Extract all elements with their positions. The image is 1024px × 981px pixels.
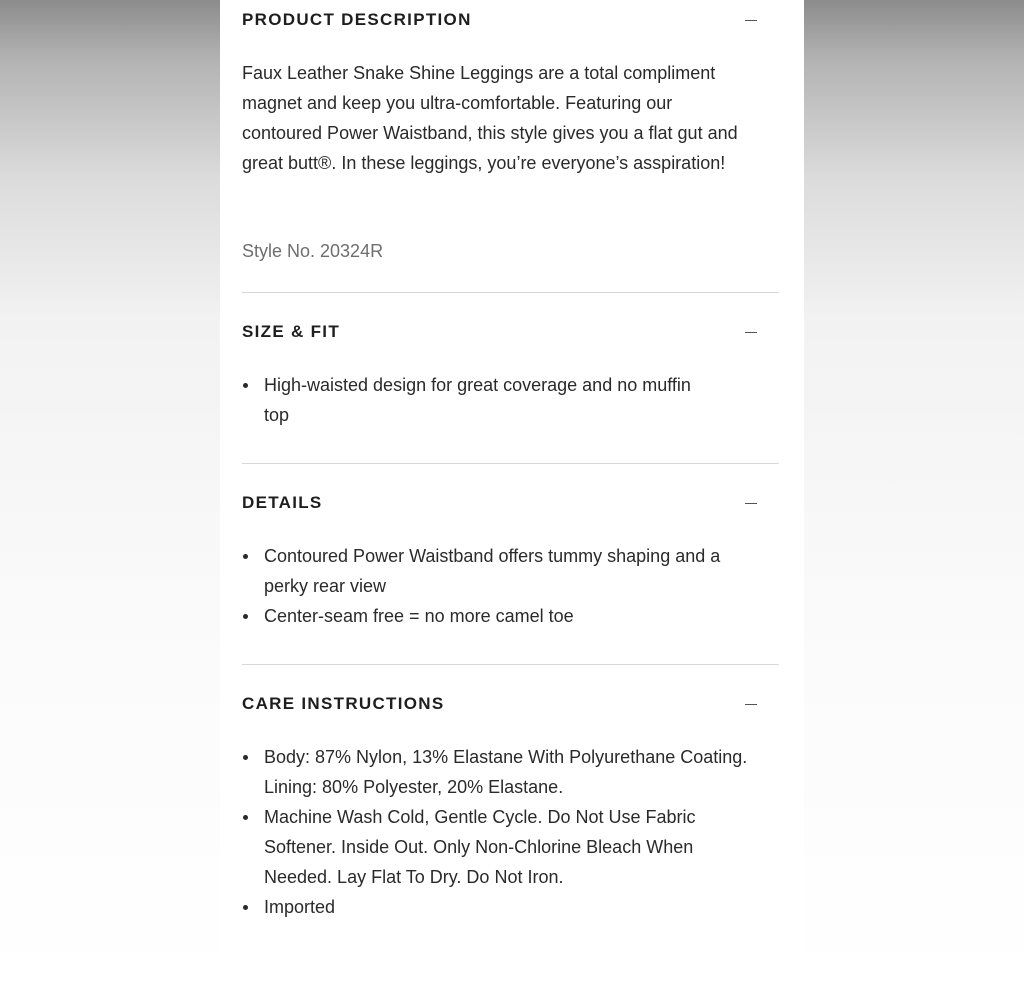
- accordion-size-fit: [242, 321, 779, 425]
- list-item: Contoured Power Waistband offers tummy shaping and a perky rear view: [242, 541, 742, 601]
- accordion-header-size-fit[interactable]: [242, 321, 779, 343]
- accordion-header-product-description[interactable]: [242, 9, 779, 31]
- section-title: CARE INSTRUCTIONS: [242, 694, 445, 713]
- accordion-header-care-instructions[interactable]: [242, 693, 779, 715]
- accordion-details: [242, 492, 779, 626]
- product-info-panel: [220, 0, 804, 981]
- divider: [242, 463, 779, 464]
- care-list: [242, 742, 762, 922]
- size-fit-list: [242, 370, 712, 430]
- details-list: [242, 541, 742, 631]
- style-number: Style No. 20324R: [242, 241, 384, 261]
- list-item: Machine Wash Cold, Gentle Cycle. Do Not Use Fabric Softener. Inside Out. Only Non-Chlorine Bleach When Needed. Lay Flat To Dry. Do Not Iron.: [242, 802, 762, 892]
- section-title: SIZE & FIT: [242, 322, 340, 341]
- list-item: High-waisted design for great coverage and no muffin top: [242, 370, 712, 430]
- divider: [242, 664, 779, 665]
- list-item: Center-seam free = no more camel toe: [242, 601, 742, 631]
- list-item: Body: 87% Nylon, 13% Elastane With Polyurethane Coating. Lining: 80% Polyester, 20% Elastane.: [242, 742, 762, 802]
- minus-icon[interactable]: [744, 13, 758, 27]
- minus-icon[interactable]: [744, 325, 758, 339]
- section-title: PRODUCT DESCRIPTION: [242, 10, 472, 29]
- accordion-care-instructions: [242, 693, 779, 917]
- minus-icon[interactable]: [744, 697, 758, 711]
- accordion-header-details[interactable]: [242, 492, 779, 514]
- divider: [242, 292, 779, 293]
- product-description-text: Faux Leather Snake Shine Leggings are a total compliment magnet and keep you ultra-comfortable. Featuring our contoured Power Waistband, this style gives you a flat gut and great butt®. In these leggings, you’re everyone’s asspiration!: [242, 63, 738, 173]
- section-title: DETAILS: [242, 493, 323, 512]
- accordion-product-description: [242, 9, 779, 261]
- minus-icon[interactable]: [744, 496, 758, 510]
- list-item: Imported: [242, 892, 762, 922]
